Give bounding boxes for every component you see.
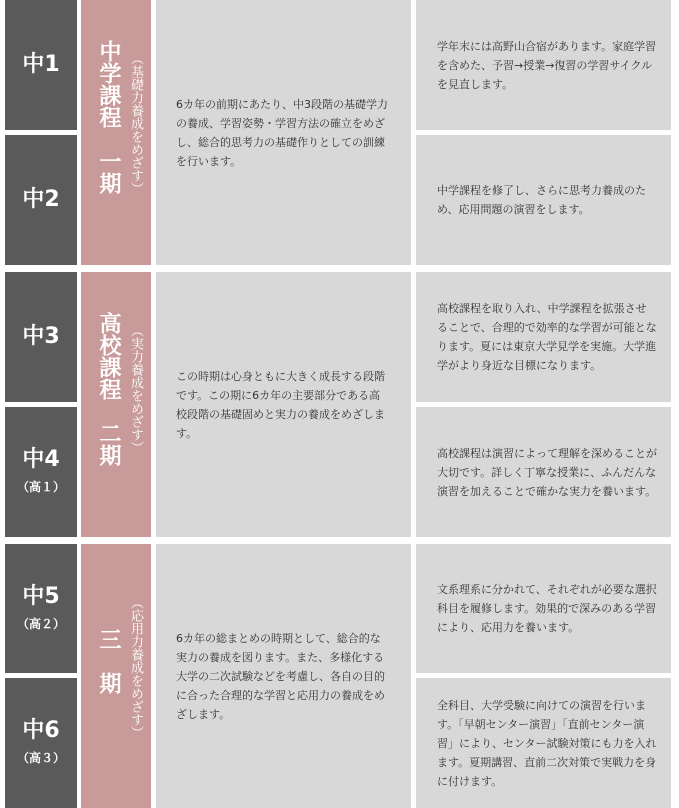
grade-detail-cell [416,135,671,265]
phase-description: 6カ年の総まとめの時期として、総合的な実力の養成を図ります。また、多様化する大学の二次試験などを考慮し、各自の目的に合った合理的な学習と応用力の養成をめざします。 [176,631,385,721]
phase-description-cell [156,272,411,537]
grade-label: 中6 [22,718,60,743]
grade-label: 中2 [22,187,60,212]
phase-subtitle: （応用力養成をめざす） [128,596,143,739]
phase-block-3 [0,544,679,808]
grade-detail-cell [416,678,671,808]
grade-cell [5,0,77,130]
grade-detail: 全科目、大学受験に向けての演習を行います。「早朝センター演習」「直前センター演習」により、センター試験対策にも力を入れます。夏期講習、直前二次対策で実戦力を身に付けます。 [437,698,657,788]
phase-label-cell [81,272,151,537]
grade-label: 中4 [22,447,60,472]
grade-detail-cell [416,407,671,537]
phase-subtitle: （実力養成をめざす） [128,324,143,454]
grade-cell [5,135,77,265]
grade-detail: 学年末には高野山合宿があります。家庭学習を含めた、予習→授業→復習の学習サイクルを見直します。 [437,39,657,91]
grade-label: 中3 [22,324,60,349]
phase-label-cell [81,544,151,808]
phase-description: 6カ年の前期にあたり、中3段階の基礎学力の養成、学習姿勢・学習方法の確立をめざし、総合的思考力の基礎作りとしての訓練を行います。 [176,97,388,168]
grade-detail: 高校課程を取り入れ、中学課程を拡張させることで、合理的で効率的な学習が可能となります。夏には東京大学見学を実施。大学進学がより身近な目標になります。 [437,302,657,372]
grade-detail: 中学課程を修了し、さらに思考力養成のため、応用問題の演習をします。 [437,184,646,216]
phase-description: この時期は心身ともに大きく成長する段階です。この期に6カ年の主要部分である高校段階の基礎固めと実力の養成をめざします。 [176,369,385,440]
grade-cell [5,407,77,537]
grade-sublabel: （高２） [16,616,65,631]
grade-cell [5,272,77,402]
phase-title: 中学課程 一期 [96,40,121,194]
phase-title: 高校課程 二期 [96,312,121,466]
phase-block-1 [0,0,679,265]
grade-detail: 文系理系に分かれて、それぞれが必要な選択科目を履修します。効果的で深みのある学習により、応用力を養います。 [437,583,657,634]
phase-label-cell [81,0,151,265]
grade-detail-cell [416,544,671,673]
grade-sublabel: （高３） [16,751,65,765]
grade-detail: 高校課程は演習によって理解を深めることが大切です。詳しく丁寧な授業に、ふんだんな演習を加えることで確かな実力を養います。 [437,446,657,498]
grade-label: 中1 [22,52,60,77]
grade-cell [5,678,77,808]
phase-title: 三 期 [96,628,121,694]
grade-label: 中5 [22,583,60,609]
grade-cell [5,544,77,673]
grade-detail-cell [416,0,671,130]
phase-description-cell [156,0,411,265]
phase-description-cell [156,544,411,808]
grade-sublabel: （高１） [16,480,65,494]
phase-block-2 [0,272,679,537]
phase-subtitle: （基礎力養成をめざす） [128,52,143,195]
grade-detail-cell [416,272,671,402]
